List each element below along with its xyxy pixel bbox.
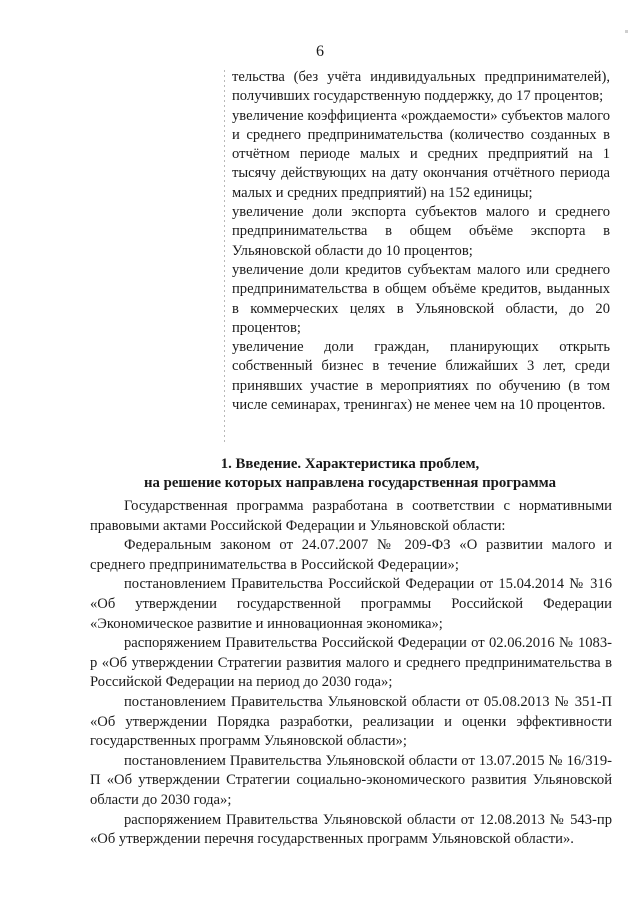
legal-act-paragraph: распоряжением Правительства Российской Федерации от 02.06.2016 № 1083-р «Об утверждении Стратегии развития малого и среднего предпринимательства в Российской Федерации на период до 2030 года»; <box>90 635 612 691</box>
indicator-item: увеличение доли кредитов субъектам малого или среднего предпринимательства в общем объёме кредитов, выданных в коммерческих целях в Ульяновской области, до 20 процентов; <box>232 261 610 336</box>
page-number: 6 <box>316 43 324 60</box>
indicator-item: увеличение доли экспорта субъектов малого и среднего предпринимательства в общем объёме экспорта в Ульяновской области до 10 процентов; <box>232 204 610 259</box>
indicator-item: увеличение коэффициента «рождаемости» субъектов малого и среднего предпринимательства (количество созданных в отчётном периоде малых и средних предприятий на 1 тысячу действующих на дату окончания отчётного периода малых и средних предприятий) на 152 единицы; <box>232 107 610 201</box>
margin-rule <box>224 70 225 442</box>
indicator-item: увеличение доли граждан, планирующих открыть собственный бизнес в течение ближайших 3 лет, среди принявших участие в мероприятиях по обучению (в том числе семинарах, тренингах) не менее чем на 10 процентов. <box>232 339 610 414</box>
indicator-item: тельства (без учёта индивидуальных предпринимателей), получивших государственную поддержку, до 17 процентов; <box>232 69 610 105</box>
scan-mark <box>625 30 628 33</box>
section-heading-line-2: на решение которых направлена государственная программа <box>143 475 557 491</box>
legal-act-paragraph: постановлением Правительства Ульяновской области от 13.07.2015 № 16/319-П «Об утверждении Стратегии социально-экономического развития Ульяновской области до 2030 года»; <box>90 752 612 808</box>
legal-act-paragraph: распоряжением Правительства Ульяновской области от 12.08.2013 № 543-пр «Об утверждении перечня государственных программ Ульяновской области». <box>90 811 612 848</box>
section-heading <box>90 455 610 493</box>
intro-paragraph: Государственная программа разработана в соответствии с нормативными правовыми актами Российской Федерации и Ульяновской области: <box>90 498 612 534</box>
section-heading-line-1: 1. Введение. Характеристика проблем, <box>220 456 480 472</box>
legal-act-paragraph: постановлением Правительства Российской Федерации от 15.04.2014 № 316 «Об утверждении государственной программы Российской Федерации «Экономическое развитие и инновационная экономика»; <box>90 576 612 632</box>
legal-act-paragraph: постановлением Правительства Ульяновской области от 05.08.2013 № 351-П «Об утверждении Порядка разработки, реализации и оценки эффективности государственных программ Ульяновской области»; <box>90 693 612 750</box>
legal-basis-block <box>90 497 612 850</box>
legal-act-paragraph: Федеральным законом от 24.07.2007 № 209-ФЗ «О развитии малого и среднего предпринимательства в Российской Федерации»; <box>90 537 612 573</box>
indicators-block <box>232 68 610 415</box>
